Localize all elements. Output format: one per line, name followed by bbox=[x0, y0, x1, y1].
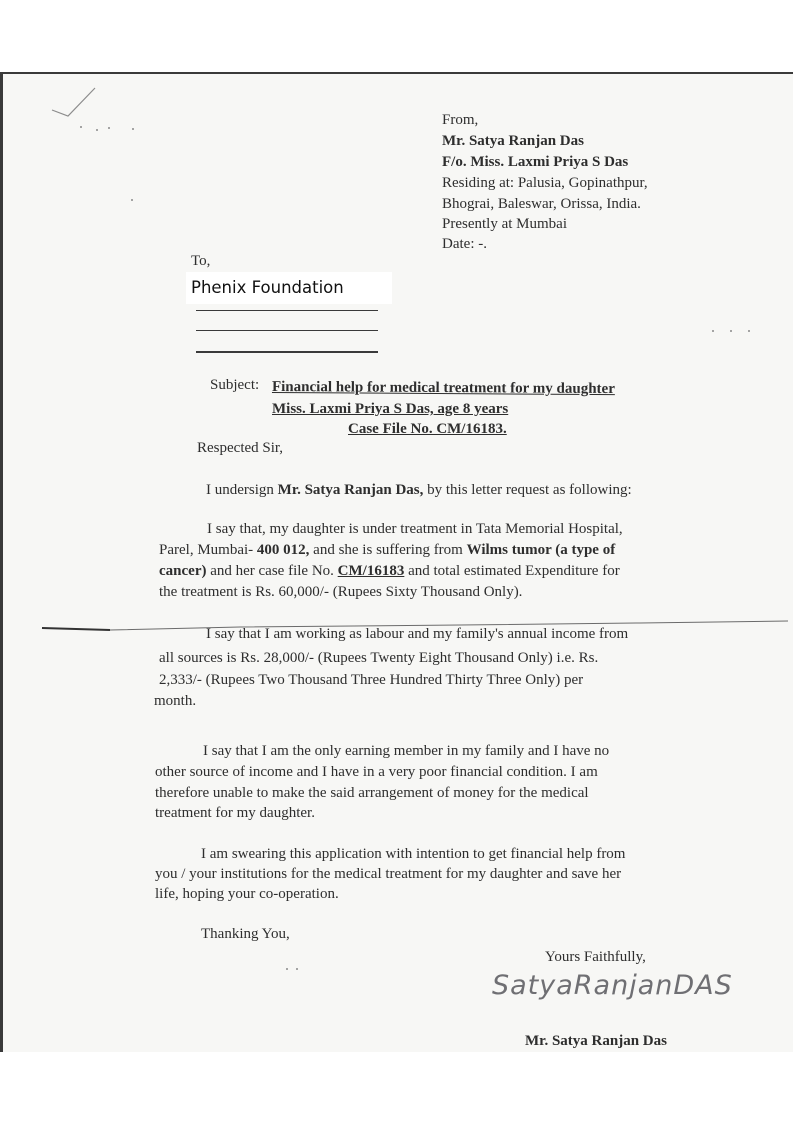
address-line bbox=[196, 351, 378, 353]
intro-text-b: by this letter request as following: bbox=[423, 482, 632, 498]
p1-text: and total estimated Expenditure for bbox=[404, 563, 620, 579]
address-line bbox=[196, 310, 378, 311]
letter-date: Date: -. bbox=[442, 236, 487, 252]
subject-line2: Miss. Laxmi Priya S Das, age 8 years bbox=[272, 401, 509, 417]
scan-mark bbox=[40, 82, 110, 122]
paragraph1-line1: I say that, my daughter is under treatment in Tata Memorial Hospital, bbox=[207, 521, 623, 537]
p1-text: Parel, Mumbai- bbox=[159, 542, 257, 558]
recipient-box bbox=[186, 272, 392, 304]
yours-faithfully: Yours Faithfully, bbox=[545, 949, 646, 965]
scan-speck bbox=[80, 126, 82, 128]
p1-diagnosis-end: cancer) bbox=[159, 563, 207, 579]
recipient-name: Phenix Foundation bbox=[191, 278, 344, 297]
paragraph2-line3: 2,333/- (Rupees Two Thousand Three Hundred Thirty Three Only) per bbox=[159, 672, 584, 688]
sender-address-line1: Residing at: Palusia, Gopinathpur, bbox=[442, 175, 648, 191]
intro-text-a: I undersign bbox=[206, 482, 278, 498]
paragraph1-line2 bbox=[159, 540, 615, 560]
paragraph2-line1: I say that I am working as labour and my family's annual income from bbox=[206, 626, 629, 642]
scan-speck bbox=[712, 330, 714, 332]
paragraph3-line3: therefore unable to make the said arrangement of money for the medical bbox=[155, 785, 589, 801]
sender-name: Mr. Satya Ranjan Das bbox=[442, 133, 584, 149]
subject-line1: Financial help for medical treatment for my daughter bbox=[271, 379, 615, 398]
subject-label: Subject: bbox=[210, 377, 260, 393]
paragraph4-line2: you / your institutions for the medical treatment for my daughter and save her bbox=[155, 866, 622, 882]
paragraph1-line3 bbox=[159, 561, 620, 581]
p1-case-number: CM/16183 bbox=[337, 563, 405, 579]
paragraph3-line1: I say that I am the only earning member in my family and I have no bbox=[203, 743, 610, 759]
sender-address-line2: Bhograi, Baleswar, Orissa, India. bbox=[442, 196, 641, 212]
p1-text: and she is suffering from bbox=[309, 542, 467, 558]
paragraph3-line4: treatment for my daughter. bbox=[155, 805, 315, 821]
handwritten-signature: SatyaRanjanDAS bbox=[492, 970, 733, 1001]
sender-presently: Presently at Mumbai bbox=[442, 216, 567, 232]
scan-speck bbox=[132, 128, 134, 130]
intro-name: Mr. Satya Ranjan Das, bbox=[277, 482, 424, 498]
scanned-letter-page bbox=[0, 72, 793, 1052]
scan-speck bbox=[96, 129, 98, 131]
paragraph2-line4: month. bbox=[154, 693, 197, 709]
p1-text: and her case file No. bbox=[206, 563, 338, 579]
subject-line3: Case File No. CM/16183. bbox=[348, 421, 507, 437]
paragraph4-line3: life, hoping your co-operation. bbox=[155, 886, 339, 902]
p1-diagnosis: Wilms tumor (a type of bbox=[466, 542, 616, 558]
signed-name: Mr. Satya Ranjan Das bbox=[525, 1033, 667, 1049]
p1-pincode: 400 012, bbox=[256, 542, 310, 558]
scan-speck bbox=[108, 127, 110, 129]
paragraph4-line1: I am swearing this application with intention to get financial help from bbox=[201, 846, 626, 862]
sender-relation: F/o. Miss. Laxmi Priya S Das bbox=[442, 154, 629, 170]
thanking-you: Thanking You, bbox=[201, 926, 290, 942]
scan-speck bbox=[730, 330, 732, 332]
intro-line bbox=[206, 480, 632, 500]
scan-speck bbox=[131, 199, 133, 201]
paragraph1-line4: the treatment is Rs. 60,000/- (Rupees Sixty Thousand Only). bbox=[159, 584, 523, 600]
scan-speck bbox=[748, 330, 750, 332]
scan-speck bbox=[286, 968, 288, 970]
address-line bbox=[196, 330, 378, 331]
to-label: To, bbox=[191, 253, 211, 269]
from-label: From, bbox=[442, 112, 479, 128]
paragraph2-line2: all sources is Rs. 28,000/- (Rupees Twenty Eight Thousand Only) i.e. Rs. bbox=[159, 650, 599, 666]
scan-edge bbox=[0, 74, 3, 1052]
salutation: Respected Sir, bbox=[197, 440, 284, 456]
paragraph3-line2: other source of income and I have in a very poor financial condition. I am bbox=[155, 764, 598, 780]
scan-speck bbox=[296, 968, 298, 970]
